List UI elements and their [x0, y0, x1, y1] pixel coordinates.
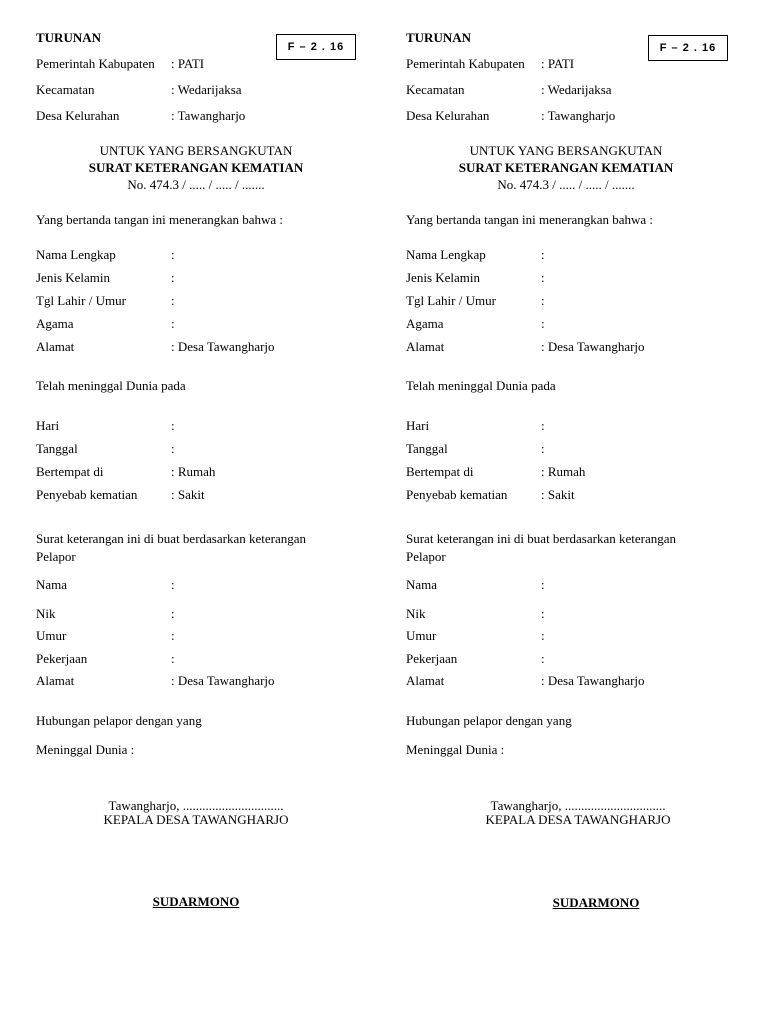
occupation-value: :: [171, 651, 175, 666]
nik-label: Nik: [36, 606, 56, 621]
cause-value: : Sakit: [171, 487, 205, 502]
birthdate-value: :: [541, 293, 545, 308]
form-left: [36, 0, 376, 1024]
form-code-box: F – 2 . 16: [648, 35, 728, 61]
nik-value: :: [171, 606, 175, 621]
date-value: :: [541, 441, 545, 456]
age-value: :: [171, 628, 175, 643]
date-label: Tanggal: [36, 441, 78, 456]
death-intro: Telah meninggal Dunia pada: [36, 378, 186, 393]
date-label: Tanggal: [406, 441, 448, 456]
gender-label: Jenis Kelamin: [406, 270, 481, 285]
cause-label: Penyebab kematian: [406, 487, 508, 502]
reporter-name-label: Nama: [406, 577, 438, 592]
deceased-address-value: : Desa Tawangharjo: [541, 339, 645, 354]
religion-value: :: [171, 316, 175, 331]
reporter-name-label: Nama: [36, 577, 68, 592]
copy-label: TURUNAN: [406, 30, 471, 45]
relation-line2: Meninggal Dunia :: [406, 742, 505, 757]
relation-line2: Meninggal Dunia :: [36, 742, 135, 757]
relation-line1: Hubungan pelapor dengan yang: [406, 713, 572, 728]
intro-text: Yang bertanda tangan ini menerangkan bahwa :: [36, 212, 284, 227]
deceased-address-label: Alamat: [406, 339, 445, 354]
occupation-label: Pekerjaan: [406, 651, 458, 666]
deceased-name-value: :: [541, 247, 545, 262]
signature-position: KEPALA DESA TAWANGHARJO: [485, 812, 671, 827]
gender-value: :: [541, 270, 545, 285]
kecamatan-label: Kecamatan: [36, 82, 95, 97]
religion-label: Agama: [36, 316, 74, 331]
occupation-label: Pekerjaan: [36, 651, 88, 666]
reporter-address-value: : Desa Tawangharjo: [541, 673, 645, 688]
signature-place-date: Tawangharjo, ...............................: [490, 798, 666, 813]
deceased-name-value: :: [171, 247, 175, 262]
day-value: :: [171, 418, 175, 433]
desa-value: : Tawangharjo: [541, 108, 616, 123]
intro-text: Yang bertanda tangan ini menerangkan bahwa :: [406, 212, 654, 227]
gender-label: Jenis Kelamin: [36, 270, 111, 285]
reporter-address-label: Alamat: [406, 673, 445, 688]
place-value: : Rumah: [171, 464, 216, 479]
birthdate-label: Tgl Lahir / Umur: [36, 293, 126, 308]
age-label: Umur: [406, 628, 437, 643]
cause-value: : Sakit: [541, 487, 575, 502]
deceased-address-value: : Desa Tawangharjo: [171, 339, 275, 354]
desa-label: Desa Kelurahan: [406, 108, 490, 123]
deceased-name-label: Nama Lengkap: [406, 247, 486, 262]
cause-label: Penyebab kematian: [36, 487, 138, 502]
date-value: :: [171, 441, 175, 456]
reporter-intro-line2: Pelapor: [36, 549, 76, 564]
kecamatan-value: : Wedarijaksa: [171, 82, 242, 97]
kabupaten-value: : PATI: [541, 56, 575, 71]
reporter-address-value: : Desa Tawangharjo: [171, 673, 275, 688]
kabupaten-value: : PATI: [171, 56, 205, 71]
form-right: [406, 0, 746, 1024]
form-code-box: F – 2 . 16: [276, 34, 356, 60]
title-line2: SURAT KETERANGAN KEMATIAN: [458, 160, 674, 175]
kecamatan-label: Kecamatan: [406, 82, 465, 97]
title-line2: SURAT KETERANGAN KEMATIAN: [88, 160, 304, 175]
reporter-name-value: :: [171, 577, 175, 592]
kabupaten-label: Pemerintah Kabupaten: [36, 56, 155, 71]
copy-label: TURUNAN: [36, 30, 101, 45]
doc-number: No. 474.3 / ..... / ..... / .......: [497, 177, 635, 192]
gender-value: :: [171, 270, 175, 285]
reporter-intro-line2: Pelapor: [406, 549, 446, 564]
signature-name: SUDARMONO: [552, 895, 640, 910]
signature-place-date: Tawangharjo, ...............................: [108, 798, 284, 813]
title-line1: UNTUK YANG BERSANGKUTAN: [99, 143, 293, 158]
doc-number: No. 474.3 / ..... / ..... / .......: [127, 177, 265, 192]
religion-label: Agama: [406, 316, 444, 331]
signature-name: SUDARMONO: [152, 894, 240, 909]
reporter-intro-line1: Surat keterangan ini di buat berdasarkan keterangan: [36, 531, 306, 546]
birthdate-label: Tgl Lahir / Umur: [406, 293, 496, 308]
desa-value: : Tawangharjo: [171, 108, 246, 123]
religion-value: :: [541, 316, 545, 331]
birthdate-value: :: [171, 293, 175, 308]
title-line1: UNTUK YANG BERSANGKUTAN: [469, 143, 663, 158]
age-value: :: [541, 628, 545, 643]
kabupaten-label: Pemerintah Kabupaten: [406, 56, 525, 71]
day-label: Hari: [36, 418, 60, 433]
reporter-name-value: :: [541, 577, 545, 592]
deceased-address-label: Alamat: [36, 339, 75, 354]
death-intro: Telah meninggal Dunia pada: [406, 378, 556, 393]
relation-line1: Hubungan pelapor dengan yang: [36, 713, 202, 728]
day-label: Hari: [406, 418, 430, 433]
place-label: Bertempat di: [406, 464, 474, 479]
place-value: : Rumah: [541, 464, 586, 479]
age-label: Umur: [36, 628, 67, 643]
reporter-intro-line1: Surat keterangan ini di buat berdasarkan keterangan: [406, 531, 676, 546]
occupation-value: :: [541, 651, 545, 666]
deceased-name-label: Nama Lengkap: [36, 247, 116, 262]
place-label: Bertempat di: [36, 464, 104, 479]
signature-position: KEPALA DESA TAWANGHARJO: [103, 812, 289, 827]
desa-label: Desa Kelurahan: [36, 108, 120, 123]
kecamatan-value: : Wedarijaksa: [541, 82, 612, 97]
day-value: :: [541, 418, 545, 433]
nik-value: :: [541, 606, 545, 621]
nik-label: Nik: [406, 606, 426, 621]
reporter-address-label: Alamat: [36, 673, 75, 688]
